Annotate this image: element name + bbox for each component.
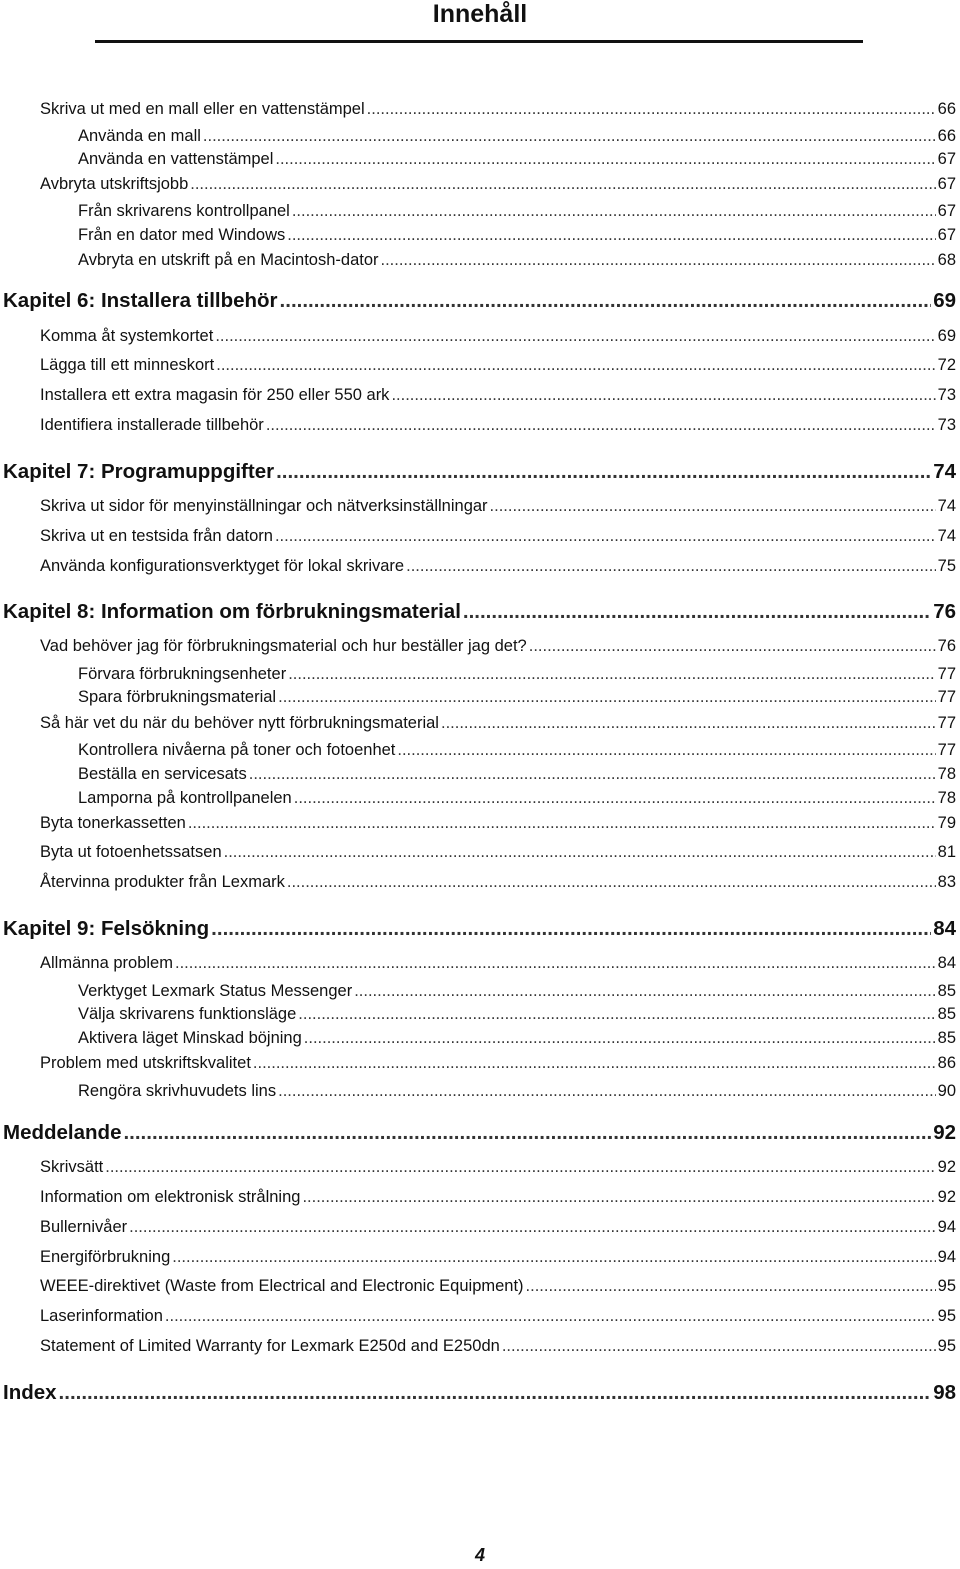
toc-dot-leader	[129, 1218, 936, 1237]
toc-entry[interactable]	[40, 814, 956, 833]
toc-entry-title: Index	[3, 1381, 57, 1404]
toc-dot-leader	[490, 497, 936, 516]
toc-entry-page: 67	[937, 226, 956, 244]
toc-entry[interactable]	[40, 1218, 956, 1237]
toc-entry-title: Kapitel 7: Programuppgifter	[3, 460, 275, 483]
toc-dot-leader	[292, 202, 936, 221]
toc-entry[interactable]	[40, 1188, 956, 1207]
toc-entry-page: 78	[937, 789, 956, 807]
toc-dot-leader	[502, 1337, 936, 1356]
toc-entry-page: 94	[937, 1248, 956, 1266]
toc-entry-page: 81	[937, 843, 956, 861]
toc-entry-title: Statement of Limited Warranty for Lexmark E250d and E250dn	[40, 1337, 500, 1355]
toc-dot-leader	[391, 386, 935, 405]
toc-entry-title: Installera ett extra magasin för 250 eller 550 ark	[40, 386, 390, 404]
toc-entry[interactable]	[40, 1277, 956, 1296]
toc-dot-leader	[253, 1054, 936, 1073]
toc-entry-title: Använda en mall	[78, 127, 201, 145]
toc-entry-page: 74	[937, 527, 956, 545]
toc-entry-page: 76	[933, 600, 956, 623]
toc-dot-leader	[302, 1188, 935, 1207]
toc-entry-title: Beställa en servicesats	[78, 765, 247, 783]
toc-entry-title: Använda en vattenstämpel	[78, 150, 274, 168]
toc-dot-leader	[304, 1029, 936, 1048]
toc-dot-leader	[211, 917, 931, 941]
toc-entry[interactable]	[40, 1248, 956, 1267]
toc-entry-page: 67	[937, 175, 956, 193]
toc-dot-leader	[287, 873, 936, 892]
toc-entry[interactable]	[40, 1158, 956, 1177]
toc-chapter-entry[interactable]	[3, 600, 956, 624]
toc-entry-title: Byta ut fotoenhetssatsen	[40, 843, 222, 861]
toc-entry[interactable]	[40, 386, 956, 405]
toc-entry[interactable]	[78, 127, 956, 146]
toc-dot-leader	[123, 1121, 931, 1145]
toc-dot-leader	[215, 327, 935, 346]
toc-entry[interactable]	[40, 714, 956, 733]
toc-dot-leader	[190, 175, 935, 194]
toc-dot-leader	[224, 843, 936, 862]
toc-entry-title: Aktivera läget Minskad böjning	[78, 1029, 302, 1047]
toc-entry[interactable]	[78, 251, 956, 270]
toc-entry-title: Spara förbrukningsmaterial	[78, 688, 277, 706]
toc-entry-page: 66	[937, 100, 956, 118]
toc-dot-leader	[165, 1307, 936, 1326]
toc-entry[interactable]	[78, 982, 956, 1001]
toc-entry-title: Kapitel 9: Felsökning	[3, 917, 210, 940]
toc-entry-title: Skriva ut sidor för menyinställningar och nätverksinställningar	[40, 497, 488, 515]
toc-entry-page: 84	[937, 954, 956, 972]
toc-entry[interactable]	[40, 1307, 956, 1326]
toc-entry[interactable]	[78, 1029, 956, 1048]
toc-entry[interactable]	[78, 1082, 956, 1101]
toc-dot-leader	[529, 637, 936, 656]
toc-entry[interactable]	[40, 497, 956, 516]
toc-dot-leader	[381, 251, 936, 270]
toc-entry-page: 76	[937, 637, 956, 655]
toc-entry[interactable]	[40, 527, 956, 546]
toc-entry-page: 92	[933, 1121, 956, 1144]
toc-entry[interactable]	[40, 175, 956, 194]
toc-entry-title: Vad behöver jag för förbrukningsmaterial och hur beställer jag det?	[40, 637, 527, 655]
title-rule	[95, 40, 863, 43]
toc-entry[interactable]	[40, 356, 956, 375]
toc-entry[interactable]	[40, 873, 956, 892]
toc-entry-page: 74	[933, 460, 956, 483]
toc-entry-page: 77	[937, 688, 956, 706]
toc-entry-page: 95	[937, 1337, 956, 1355]
toc-entry-title: Allmänna problem	[40, 954, 173, 972]
toc-dot-leader	[406, 557, 936, 576]
toc-entry-page: 95	[937, 1307, 956, 1325]
toc-entry-title: Verktyget Lexmark Status Messenger	[78, 982, 353, 1000]
toc-entry-title: Från skrivarens kontrollpanel	[78, 202, 290, 220]
toc-chapter-entry[interactable]	[3, 289, 956, 313]
toc-entry[interactable]	[40, 637, 956, 656]
toc-dot-leader	[275, 150, 935, 169]
toc-entry-page: 85	[937, 1029, 956, 1047]
toc-entry-page: 94	[937, 1218, 956, 1236]
toc-entry[interactable]	[40, 327, 956, 346]
page-title: Innehåll	[432, 0, 528, 28]
toc-entry[interactable]	[78, 1005, 956, 1024]
toc-entry-title: Meddelande	[3, 1121, 122, 1144]
toc-entry-title: Laserinformation	[40, 1307, 163, 1325]
toc-entry-page: 77	[937, 665, 956, 683]
toc-entry-page: 86	[937, 1054, 956, 1072]
toc-entry-title: Information om elektronisk strålning	[40, 1188, 301, 1206]
toc-entry-title: Komma åt systemkortet	[40, 327, 214, 345]
toc-entry[interactable]	[78, 765, 956, 784]
toc-dot-leader	[249, 765, 936, 784]
page-number: 4	[474, 1545, 485, 1565]
toc-entry-page: 72	[937, 356, 956, 374]
toc-entry-title: Lägga till ett minneskort	[40, 356, 215, 374]
toc-entry-title: Använda konfigurationsverktyget för lokal skrivare	[40, 557, 405, 575]
toc-entry-page: 83	[937, 873, 956, 891]
toc-entry[interactable]	[78, 665, 956, 684]
toc-entry[interactable]	[40, 100, 956, 119]
toc-entry-title: Från en dator med Windows	[78, 226, 286, 244]
toc-entry-title: Kapitel 8: Information om förbrukningsmaterial	[3, 600, 461, 623]
toc-dot-leader	[280, 289, 932, 313]
toc-entry-page: 67	[937, 150, 956, 168]
toc-entry-page: 77	[937, 714, 956, 732]
toc-dot-leader	[172, 1248, 935, 1267]
toc-entry-page: 79	[937, 814, 956, 832]
toc-entry-title: Så här vet du när du behöver nytt förbrukningsmaterial	[40, 714, 439, 732]
toc-entry[interactable]	[40, 416, 956, 435]
toc-entry-title: Avbryta en utskrift på en Macintosh-dator	[78, 251, 379, 269]
toc-entry-title: Energiförbrukning	[40, 1248, 171, 1266]
toc-entry-title: WEEE-direktivet (Waste from Electrical and Electronic Equipment)	[40, 1277, 524, 1295]
toc-entry-title: Kontrollera nivåerna på toner och fotoenhet	[78, 741, 396, 759]
toc-entry[interactable]	[40, 557, 956, 576]
toc-entry-page: 85	[937, 982, 956, 1000]
toc-entry-page: 74	[937, 497, 956, 515]
toc-entry[interactable]	[40, 1337, 956, 1356]
toc-entry-page: 69	[937, 327, 956, 345]
toc-entry-page: 75	[937, 557, 956, 575]
toc-entry-title: Återvinna produkter från Lexmark	[40, 873, 285, 891]
toc-entry-title: Problem med utskriftskvalitet	[40, 1054, 251, 1072]
toc-chapter-entry[interactable]	[3, 460, 956, 484]
toc-dot-leader	[278, 688, 936, 707]
toc-entry-title: Identifiera installerade tillbehör	[40, 416, 264, 434]
toc-entry-page: 78	[937, 765, 956, 783]
toc-entry-title: Kapitel 6: Installera tillbehör	[3, 289, 278, 312]
toc-entry[interactable]	[78, 741, 956, 760]
toc-entry-page: 73	[937, 386, 956, 404]
toc-dot-leader	[175, 954, 936, 973]
toc-entry-title: Lamporna på kontrollpanelen	[78, 789, 292, 807]
toc-entry-title: Avbryta utskriftsjobb	[40, 175, 189, 193]
toc-entry-title: Rengöra skrivhuvudets lins	[78, 1082, 277, 1100]
toc-entry-page: 73	[937, 416, 956, 434]
toc-dot-leader	[354, 982, 935, 1001]
toc-dot-leader	[397, 741, 935, 760]
toc-entry-page: 90	[937, 1082, 956, 1100]
toc-entry-page: 92	[937, 1188, 956, 1206]
toc-dot-leader	[203, 127, 936, 146]
toc-dot-leader	[276, 460, 931, 484]
toc-dot-leader	[266, 416, 936, 435]
toc-entry[interactable]	[78, 789, 956, 808]
toc-entry-page: 98	[933, 1381, 956, 1404]
toc-entry[interactable]	[78, 202, 956, 221]
toc-entry[interactable]	[78, 150, 956, 169]
toc-chapter-entry[interactable]	[3, 1381, 956, 1405]
toc-dot-leader	[367, 100, 936, 119]
toc-entry-title: Skrivsätt	[40, 1158, 104, 1176]
toc-entry-title: Välja skrivarens funktionsläge	[78, 1005, 297, 1023]
toc-dot-leader	[526, 1277, 936, 1296]
toc-entry-page: 67	[937, 202, 956, 220]
toc-entry-page: 84	[933, 917, 956, 940]
toc-dot-leader	[298, 1005, 935, 1024]
toc-entry-title: Skriva ut med en mall eller en vattenstämpel	[40, 100, 365, 118]
toc-entry-title: Byta tonerkassetten	[40, 814, 186, 832]
toc-entry-page: 69	[933, 289, 956, 312]
toc-dot-leader	[216, 356, 935, 375]
toc-entry-page: 95	[937, 1277, 956, 1295]
toc-entry[interactable]	[78, 688, 956, 707]
toc-dot-leader	[188, 814, 936, 833]
toc-dot-leader	[275, 527, 936, 546]
toc-entry-page: 92	[937, 1158, 956, 1176]
toc-entry[interactable]	[40, 843, 956, 862]
toc-entry-page: 68	[937, 251, 956, 269]
toc-entry[interactable]	[40, 954, 956, 973]
toc-dot-leader	[441, 714, 936, 733]
toc-entry-page: 77	[937, 741, 956, 759]
toc-chapter-entry[interactable]	[3, 1121, 956, 1145]
toc-dot-leader	[463, 600, 931, 624]
toc-entry-title: Förvara förbrukningsenheter	[78, 665, 287, 683]
toc-entry-page: 66	[937, 127, 956, 145]
toc-dot-leader	[278, 1082, 936, 1101]
toc-dot-leader	[294, 789, 936, 808]
toc-dot-leader	[105, 1158, 935, 1177]
toc-dot-leader	[288, 665, 935, 684]
toc-entry-title: Skriva ut en testsida från datorn	[40, 527, 273, 545]
toc-entry[interactable]	[78, 226, 956, 245]
toc-chapter-entry[interactable]	[3, 917, 956, 941]
toc-dot-leader	[59, 1381, 932, 1405]
toc-entry[interactable]	[40, 1054, 956, 1073]
toc-dot-leader	[287, 226, 935, 245]
toc-entry-page: 85	[937, 1005, 956, 1023]
toc-entry-title: Bullernivåer	[40, 1218, 128, 1236]
